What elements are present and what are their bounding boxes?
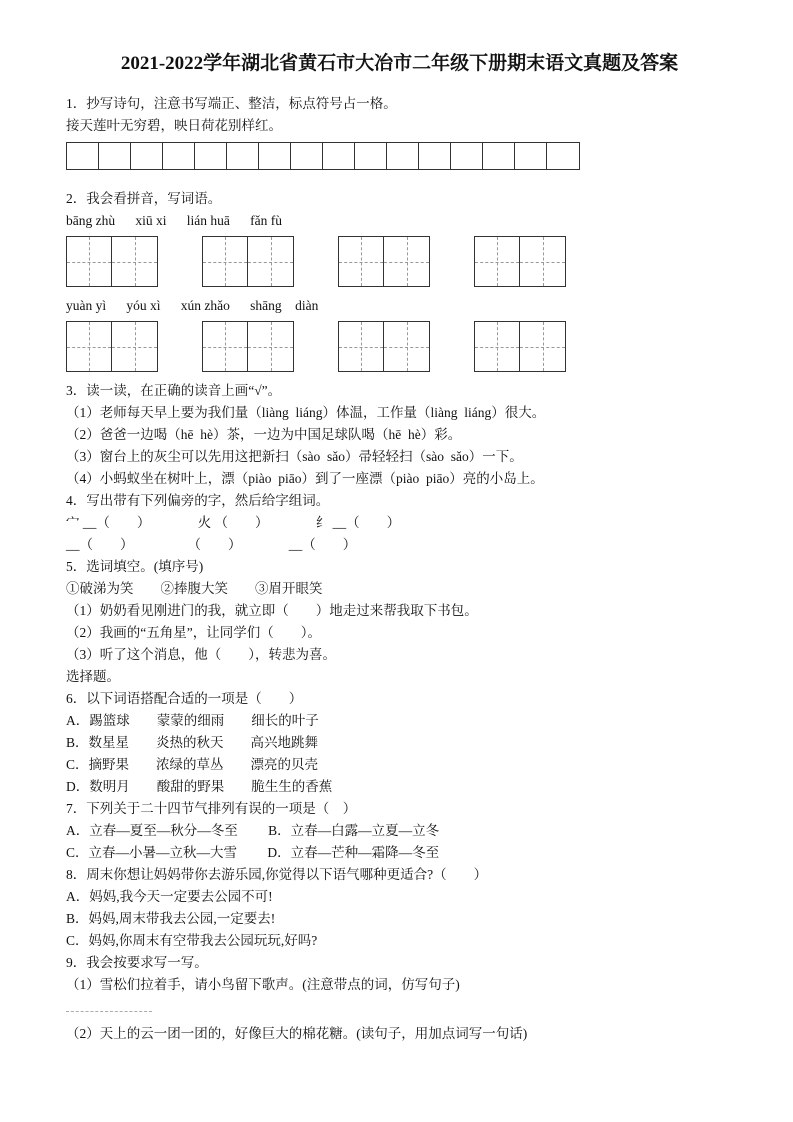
q6-option-a: A．踢篮球 蒙蒙的细雨 细长的叶子 xyxy=(66,713,319,728)
q5-prompt: 5．选词填空。(填序号) xyxy=(66,559,204,574)
q3-item-1: （1）老师每天早上要为我们量（liàng liáng）体温，工作量（liàng liáng）很大。 xyxy=(66,405,546,420)
q5-word-options: ①破涕为笑 ②捧腹大笑 ③眉开眼笑 xyxy=(66,581,323,596)
q5-item-1: （1）奶奶看见刚进门的我，就立即（ ）地走过来帮我取下书包。 xyxy=(66,603,478,618)
grid-cell xyxy=(67,237,112,286)
grid-cell xyxy=(339,322,384,371)
q4-row-2: __（ ） （ ） __（ ） xyxy=(66,537,357,552)
writing-grid xyxy=(338,321,430,372)
grid-cell xyxy=(248,322,293,371)
grid-cell xyxy=(131,143,163,169)
writing-grid xyxy=(474,236,566,287)
q3-item-2: （2）爸爸一边喝（hē hè）茶，一边为中国足球队喝（hē hè）彩。 xyxy=(66,427,462,442)
writing-grid xyxy=(66,236,158,287)
grid-cell xyxy=(163,143,195,169)
writing-grid xyxy=(202,236,294,287)
q9-item-2: （2）天上的云一团一团的，好像巨大的棉花糖。(读句子，用加点词写一句话) xyxy=(66,1026,528,1041)
q7-options-ab: A．立春—夏至—秋分—冬至 B．立春—白露—立夏—立冬 xyxy=(66,823,440,838)
writing-grid xyxy=(474,321,566,372)
grid-cell xyxy=(419,143,451,169)
grid-cell xyxy=(112,237,157,286)
grid-cell xyxy=(67,322,112,371)
q2-grid-row1 xyxy=(66,236,733,287)
grid-cell xyxy=(451,143,483,169)
grid-cell xyxy=(355,143,387,169)
q1-copy-grid xyxy=(66,142,580,170)
q9-answer-line xyxy=(66,1011,152,1012)
q6-prompt: 6．以下词语搭配合适的一项是（ ） xyxy=(66,691,303,706)
grid-cell xyxy=(203,322,248,371)
q2-grid-row2 xyxy=(66,321,733,372)
q5-item-2: （2）我画的“五角星”，让同学们（ ）。 xyxy=(66,625,321,640)
q5-item-3: （3）听了这个消息，他（ ），转悲为喜。 xyxy=(66,647,336,662)
grid-cell xyxy=(112,322,157,371)
grid-cell xyxy=(384,237,429,286)
q1-prompt: 1．抄写诗句，注意书写端正、整洁，标点符号占一格。 xyxy=(66,96,397,111)
q4-row-1: 宀 __（ ） 火 （ ） 纟 __（ ） xyxy=(66,515,401,530)
grid-cell xyxy=(248,237,293,286)
grid-cell xyxy=(515,143,547,169)
writing-grid xyxy=(202,321,294,372)
grid-cell xyxy=(384,322,429,371)
grid-cell xyxy=(227,143,259,169)
grid-cell xyxy=(195,143,227,169)
q9-item-1: （1）雪松们拉着手，请小鸟留下歌声。(注意带点的词，仿写句子) xyxy=(66,977,460,992)
q7-options-cd: C．立春—小暑—立秋—大雪 D．立春—芒种—霜降—冬至 xyxy=(66,845,440,860)
q8-prompt: 8．周末你想让妈妈带你去游乐园,你觉得以下语气哪种更适合?（ ） xyxy=(66,867,488,882)
writing-grid xyxy=(66,321,158,372)
q3-item-3: （3）窗台上的灰尘可以先用这把新扫（sào sǎo）帚轻轻扫（sào sǎo）一下。 xyxy=(66,449,523,464)
grid-cell xyxy=(323,143,355,169)
choice-section-header: 选择题。 xyxy=(66,669,120,684)
q6-option-b: B．数星星 炎热的秋天 高兴地跳舞 xyxy=(66,735,319,750)
q8-option-a: A．妈妈,我今天一定要去公园不可! xyxy=(66,889,273,904)
q6-option-d: D．数明月 酸甜的野果 脆生生的香蕉 xyxy=(66,779,333,794)
q2-prompt: 2．我会看拼音，写词语。 xyxy=(66,191,222,206)
q4-prompt: 4．写出带有下列偏旁的字，然后给字组词。 xyxy=(66,493,330,508)
q3-prompt: 3．读一读，在正确的读音上画“√”。 xyxy=(66,383,282,398)
q9-prompt: 9．我会按要求写一写。 xyxy=(66,955,208,970)
grid-cell xyxy=(475,322,520,371)
page-title: 2021-2022学年湖北省黄石市大冶市二年级下册期末语文真题及答案 xyxy=(120,53,679,74)
q2-pinyin-row1: bāng zhù xiū xi lián huā fǎn fù xyxy=(66,213,282,228)
q2-pinyin-row2: yuàn yì yóu xì xún zhǎo shāng diàn xyxy=(66,298,319,313)
q6-option-c: C．摘野果 浓绿的草丛 漂亮的贝壳 xyxy=(66,757,319,772)
grid-cell xyxy=(483,143,515,169)
grid-cell xyxy=(259,143,291,169)
grid-cell xyxy=(520,237,565,286)
q1-poem: 接天莲叶无穷碧，映日荷花别样红。 xyxy=(66,118,282,133)
grid-cell xyxy=(67,143,99,169)
q7-prompt: 7．下列关于二十四节气排列有误的一项是（ ） xyxy=(66,801,357,816)
q3-item-4: （4）小蚂蚁坐在树叶上，漂（piào piāo）到了一座漂（piào piāo）亮的小岛上。 xyxy=(66,471,544,486)
grid-cell xyxy=(547,143,579,169)
spacer xyxy=(66,174,733,188)
grid-cell xyxy=(520,322,565,371)
grid-cell xyxy=(387,143,419,169)
grid-cell xyxy=(99,143,131,169)
grid-cell xyxy=(339,237,384,286)
grid-cell xyxy=(291,143,323,169)
writing-grid xyxy=(338,236,430,287)
q8-option-c: C．妈妈,你周末有空带我去公园玩玩,好吗? xyxy=(66,933,318,948)
q8-option-b: B．妈妈,周末带我去公园,一定要去! xyxy=(66,911,276,926)
grid-cell xyxy=(203,237,248,286)
grid-cell xyxy=(475,237,520,286)
